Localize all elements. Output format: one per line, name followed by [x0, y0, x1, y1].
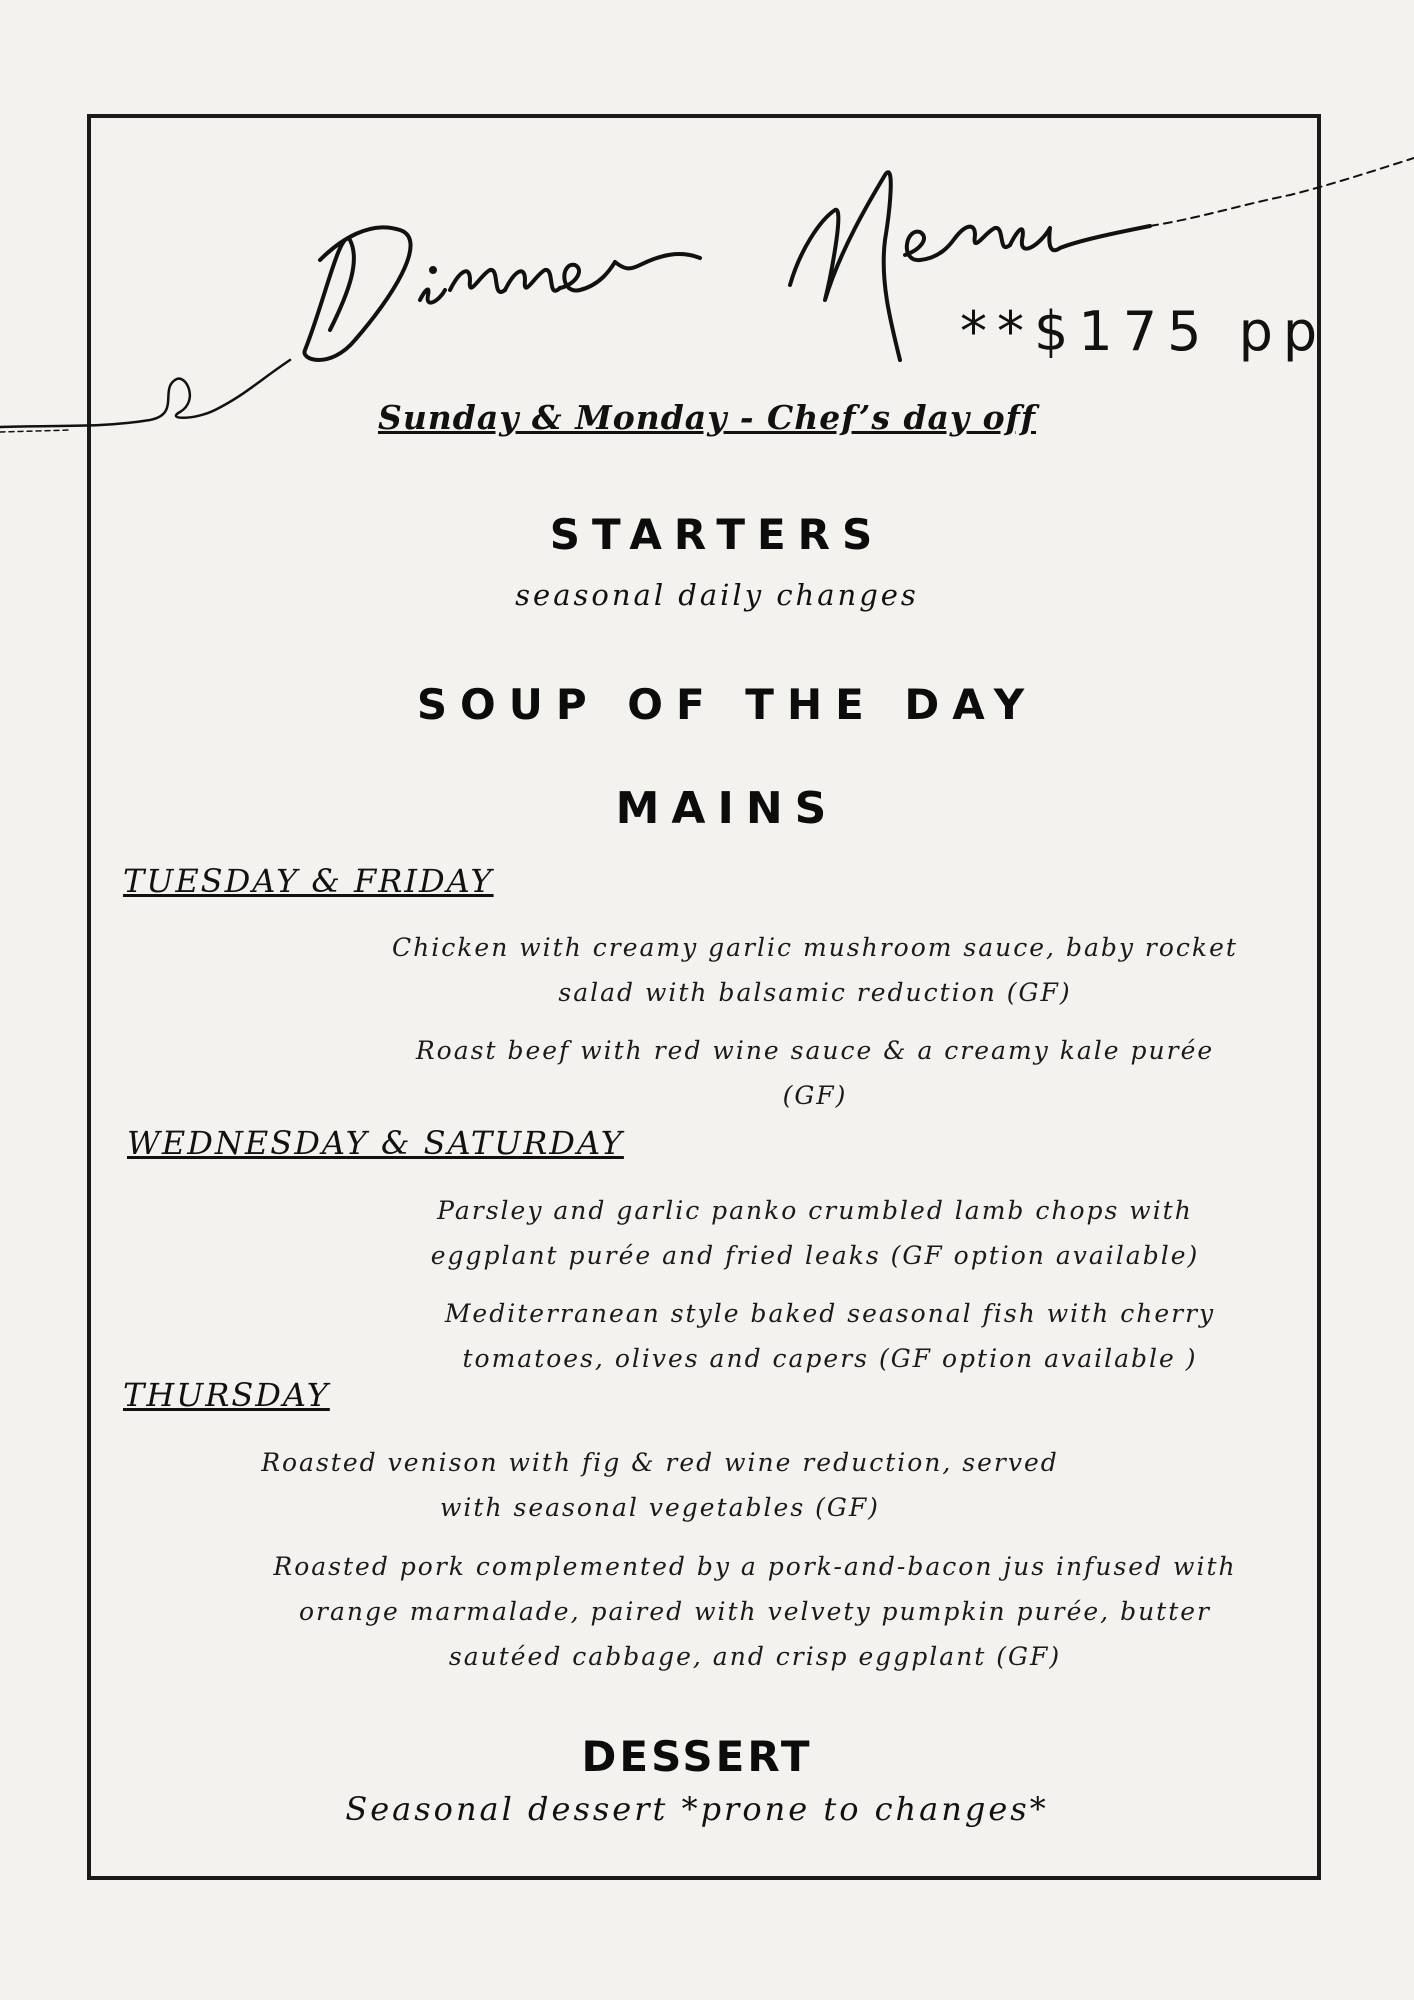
day-label-thursday: THURSDAY: [123, 1376, 330, 1414]
soup-heading: SOUP OF THE DAY: [416, 680, 1038, 729]
closed-days-note: Sunday & Monday - Chef’s day off: [377, 398, 1037, 437]
dish-item: Roast beef with red wine sauce & a creamy kale purée (GF): [415, 1036, 1215, 1110]
day-label-wednesday-saturday: WEDNESDAY & SATURDAY: [127, 1124, 624, 1162]
dish-item: Chicken with creamy garlic mushroom sauce, baby rocket salad with balsamic reduction (GF): [392, 933, 1238, 1007]
mains-heading: MAINS: [615, 783, 839, 834]
starters-note: seasonal daily changes: [515, 578, 919, 612]
dessert-note: Seasonal dessert *prone to changes*: [345, 1790, 1049, 1828]
dish-item: Mediterranean style baked seasonal fish with cherry tomatoes, olives and capers (GF option available ): [444, 1299, 1216, 1373]
price-per-person: **$175 pp: [960, 300, 1328, 363]
dish-item: Roasted pork complemented by a pork-and-bacon jus infused with orange marmalade, paired with velvety pumpkin purée, butter sautéed cabbage, and crisp eggplant (GF): [273, 1552, 1237, 1671]
dish-item: Roasted venison with fig & red wine reduction, served with seasonal vegetables (GF): [261, 1448, 1059, 1522]
starters-heading: STARTERS: [549, 510, 885, 559]
day-label-tuesday-friday: TUESDAY & FRIDAY: [123, 862, 494, 900]
dessert-heading: DESSERT: [581, 1732, 813, 1781]
dish-item: Parsley and garlic panko crumbled lamb chops with eggplant purée and fried leaks (GF option available): [430, 1196, 1200, 1270]
